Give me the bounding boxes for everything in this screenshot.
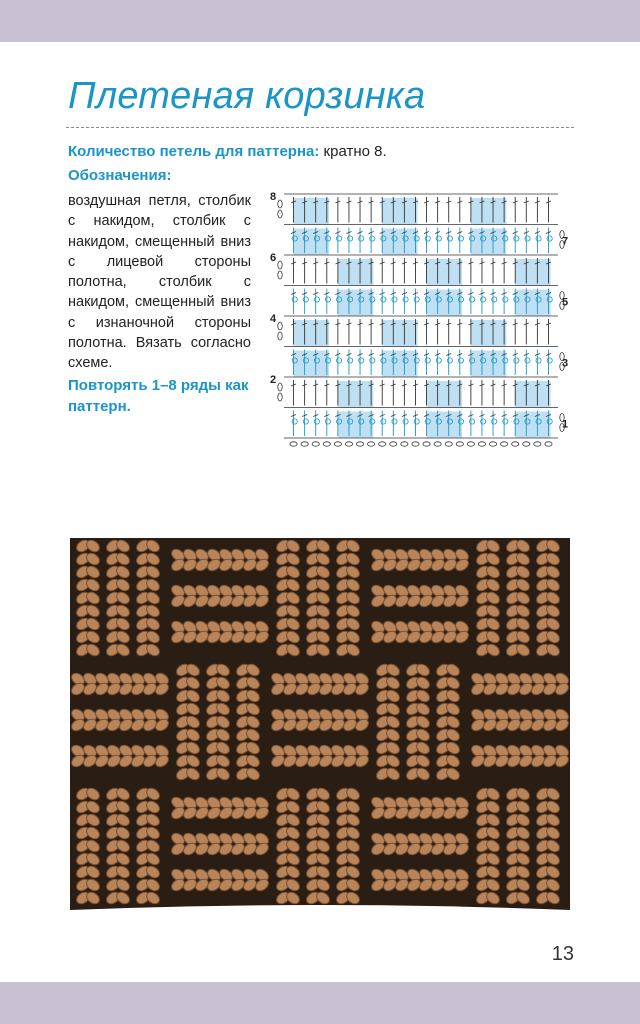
stitch-count-label: Количество петель для паттерна: <box>68 143 320 160</box>
chart-highlight-block <box>471 198 506 225</box>
chart-chain <box>278 200 282 208</box>
chart-post-hook <box>514 236 519 241</box>
stitch-count <box>68 142 588 162</box>
chart-foundation-chain <box>301 442 308 446</box>
chart-post-hook <box>359 358 364 363</box>
chart-post-hook <box>525 358 530 363</box>
knit-sample-photo-svg <box>70 538 570 918</box>
chart-foundation-chain <box>356 442 363 446</box>
chart-highlight-block <box>515 412 550 439</box>
chart-chain <box>278 383 282 391</box>
chart-chain <box>278 261 282 269</box>
chart-row-label-right: 7 <box>562 235 569 248</box>
chart-post-hook <box>381 297 386 302</box>
chart-post-hook <box>436 358 441 363</box>
chart-post-hook <box>348 358 353 363</box>
chart-post-hook <box>458 358 463 363</box>
chart-foundation-chain <box>323 442 330 446</box>
chart-foundation-chain <box>345 442 352 446</box>
chart-post-hook <box>414 297 419 302</box>
chart-post-hook <box>503 297 508 302</box>
chart-highlight-block <box>338 290 373 317</box>
chart-highlight-block <box>471 229 506 256</box>
chart-highlight-block <box>427 412 462 439</box>
chart-post-hook <box>403 297 408 302</box>
chart-post-hook <box>303 419 308 424</box>
chart-highlight-block <box>382 229 417 256</box>
chart-highlight-block <box>294 229 329 256</box>
chart-post-hook <box>536 236 541 241</box>
chart-row-label-right: 3 <box>562 357 569 370</box>
chart-row-label-left: 6 <box>270 252 277 264</box>
chart-row-label-right: 1 <box>562 418 569 431</box>
chart-foundation-chain <box>478 442 485 446</box>
chart-highlight-block <box>515 259 550 286</box>
chart-foundation-chain <box>434 442 441 446</box>
chart-foundation-chain <box>423 442 430 446</box>
chart-chain <box>278 271 282 279</box>
chart-highlight-block <box>294 320 329 347</box>
chart-foundation-chain <box>501 442 508 446</box>
chart-highlight-block <box>294 198 329 225</box>
chart-highlight-block <box>471 320 506 347</box>
chart-highlight-block <box>515 290 550 317</box>
chart-highlight-block <box>427 290 462 317</box>
chart-post-hook <box>414 419 419 424</box>
chart-foundation-chain <box>512 442 519 446</box>
legend-heading: Обозначения: <box>68 167 172 184</box>
chart-chain <box>278 210 282 218</box>
chart-post-hook <box>447 358 452 363</box>
chart-post-hook <box>547 358 552 363</box>
top-band <box>0 0 640 42</box>
chart-highlight-block <box>382 351 417 378</box>
chart-post-hook <box>336 358 341 363</box>
chart-foundation-chain <box>467 442 474 446</box>
chart-highlight-block <box>338 412 373 439</box>
chart-row-label-right: 5 <box>562 296 569 309</box>
title-divider <box>66 127 574 128</box>
chart-highlight-block <box>382 198 417 225</box>
chart-foundation-chain <box>290 442 297 446</box>
chart-foundation-chain <box>368 442 375 446</box>
chart-post-hook <box>292 297 297 302</box>
chart-post-hook <box>403 419 408 424</box>
chart-highlight-block <box>382 320 417 347</box>
chart-post-hook <box>436 236 441 241</box>
chart-foundation-chain <box>401 442 408 446</box>
chart-post-hook <box>370 236 375 241</box>
chart-post-hook <box>381 419 386 424</box>
repeat-instruction: Повторять 1–8 ряды как паттерн. <box>68 377 249 415</box>
chart-post-hook <box>370 358 375 363</box>
chart-post-hook <box>514 358 519 363</box>
chart-post-hook <box>525 236 530 241</box>
knit-sample-photo <box>70 538 570 918</box>
page-number: 13 <box>551 943 574 965</box>
chart-post-hook <box>469 419 474 424</box>
stitch-count-value: кратно 8. <box>319 143 387 160</box>
chart-post-hook <box>348 236 353 241</box>
chart-post-hook <box>336 236 341 241</box>
chart-highlight-block <box>294 351 329 378</box>
chart-post-hook <box>314 297 319 302</box>
chart-post-hook <box>292 419 297 424</box>
chart-post-hook <box>503 419 508 424</box>
chart-post-hook <box>447 236 452 241</box>
chart-post-hook <box>547 236 552 241</box>
chart-post-hook <box>303 297 308 302</box>
chart-highlight-block <box>471 351 506 378</box>
chart-highlight-block <box>338 381 373 408</box>
chart-foundation-chain <box>456 442 463 446</box>
chart-post-hook <box>314 419 319 424</box>
chart-highlight-block <box>338 259 373 286</box>
chart-highlight-block <box>427 259 462 286</box>
chart-foundation-chain <box>390 442 397 446</box>
chart-highlight-block <box>515 381 550 408</box>
chart-post-hook <box>359 236 364 241</box>
chart-row-label-left: 4 <box>270 313 277 325</box>
page-title: Плетеная корзинка <box>68 75 426 117</box>
chart-row-label-left: 8 <box>270 191 277 203</box>
chart-foundation-chain <box>445 442 452 446</box>
chart-foundation-chain <box>379 442 386 446</box>
chart-chain <box>278 332 282 340</box>
chart-post-hook <box>469 297 474 302</box>
chart-post-hook <box>481 297 486 302</box>
chart-post-hook <box>392 419 397 424</box>
chart-highlight-block <box>427 381 462 408</box>
bottom-band <box>0 982 640 1024</box>
crochet-chart <box>262 180 578 460</box>
chart-chain <box>278 393 282 401</box>
chart-foundation-chain <box>334 442 341 446</box>
crochet-chart-svg <box>262 180 578 460</box>
chart-post-hook <box>425 236 430 241</box>
chart-post-hook <box>425 358 430 363</box>
chart-post-hook <box>481 419 486 424</box>
chart-post-hook <box>392 297 397 302</box>
chart-chain <box>278 322 282 330</box>
chart-post-hook <box>325 419 330 424</box>
chart-post-hook <box>325 297 330 302</box>
legend-text: воздушная петля, столбик с накидом, столбик с накидом, смещенный вниз с лицевой стороны полотна, столбик с накидом, смещенный вниз с изнаночной стороны полотна. Вязать согласно схеме. <box>68 193 251 372</box>
chart-foundation-chain <box>545 442 552 446</box>
chart-post-hook <box>536 358 541 363</box>
chart-foundation-chain <box>412 442 419 446</box>
chart-foundation-chain <box>523 442 530 446</box>
chart-foundation-chain <box>489 442 496 446</box>
chart-foundation-chain <box>534 442 541 446</box>
chart-post-hook <box>458 236 463 241</box>
chart-row-label-left: 2 <box>270 374 277 386</box>
chart-post-hook <box>492 419 497 424</box>
chart-foundation-chain <box>312 442 319 446</box>
chart-post-hook <box>492 297 497 302</box>
